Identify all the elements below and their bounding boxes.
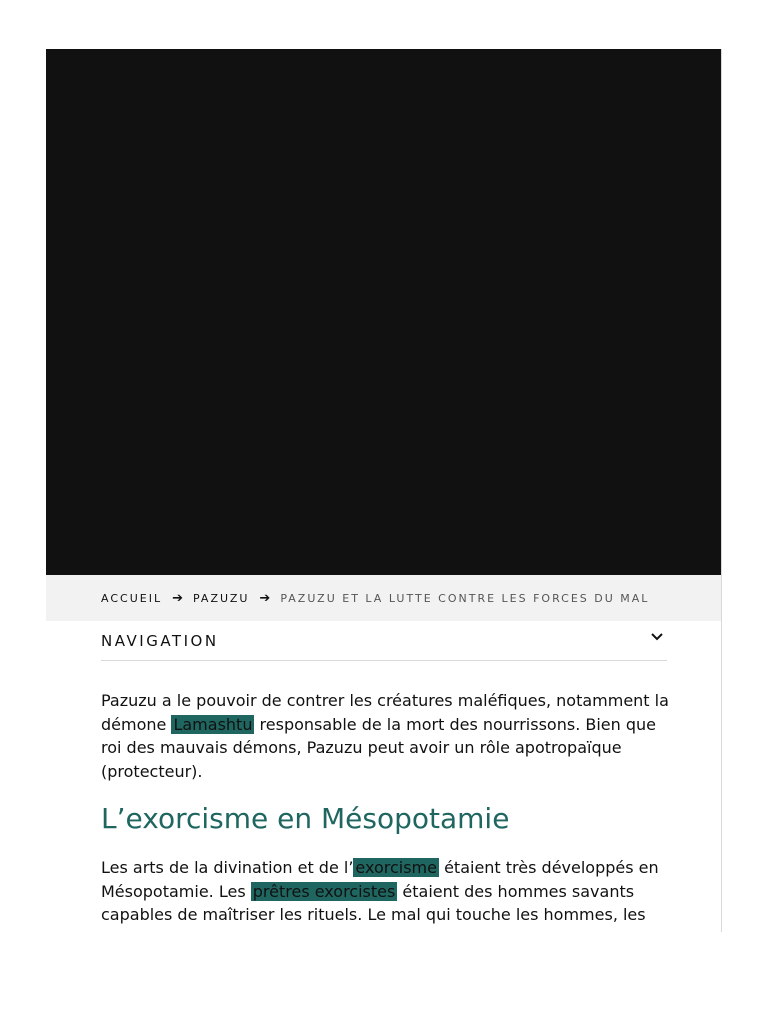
article-body [101,689,681,927]
breadcrumb-current: PAZUZU ET LA LUTTE CONTRE LES FORCES DU MAL [280,591,650,605]
paragraph-text: Les arts de la divination et de l’ [101,858,354,877]
breadcrumb-home-link[interactable]: ACCUEIL [101,591,163,605]
article-paragraph [101,689,681,783]
page-frame [46,49,722,932]
arrow-right-icon: ➔ [172,590,183,606]
breadcrumb-parent-link[interactable]: PAZUZU [192,591,250,605]
section-heading: L’exorcisme en Mésopotamie [101,802,510,835]
navigation-label: NAVIGATION [101,631,219,650]
lamashtu-link[interactable]: Lamashtu [173,714,253,734]
arrow-right-icon: ➔ [259,590,271,606]
hero-image [46,49,721,575]
article-paragraph [101,856,681,927]
chevron-down-icon [649,629,665,645]
breadcrumb [46,575,721,621]
pretres-exorcistes-link[interactable]: prêtres exorcistes [252,881,396,901]
paragraph-text: étaient des hommes savants capables de maîtriser les rituels. Le mal qui touche les hommes, les [101,881,646,924]
navigation-toggle[interactable] [101,621,667,661]
paragraph-text: étaient très développés en Mésopotamie. Les [101,858,659,901]
paragraph-text: Pazuzu a le pouvoir de contrer les créatures maléfiques, notamment la démone [101,691,669,734]
exorcisme-link[interactable]: exorcisme [355,858,437,877]
paragraph-text: responsable de la mort des nourrissons. Bien que roi des mauvais démons, Pazuzu peut avoir un rôle apotropaïque (protecteur). [101,714,656,781]
